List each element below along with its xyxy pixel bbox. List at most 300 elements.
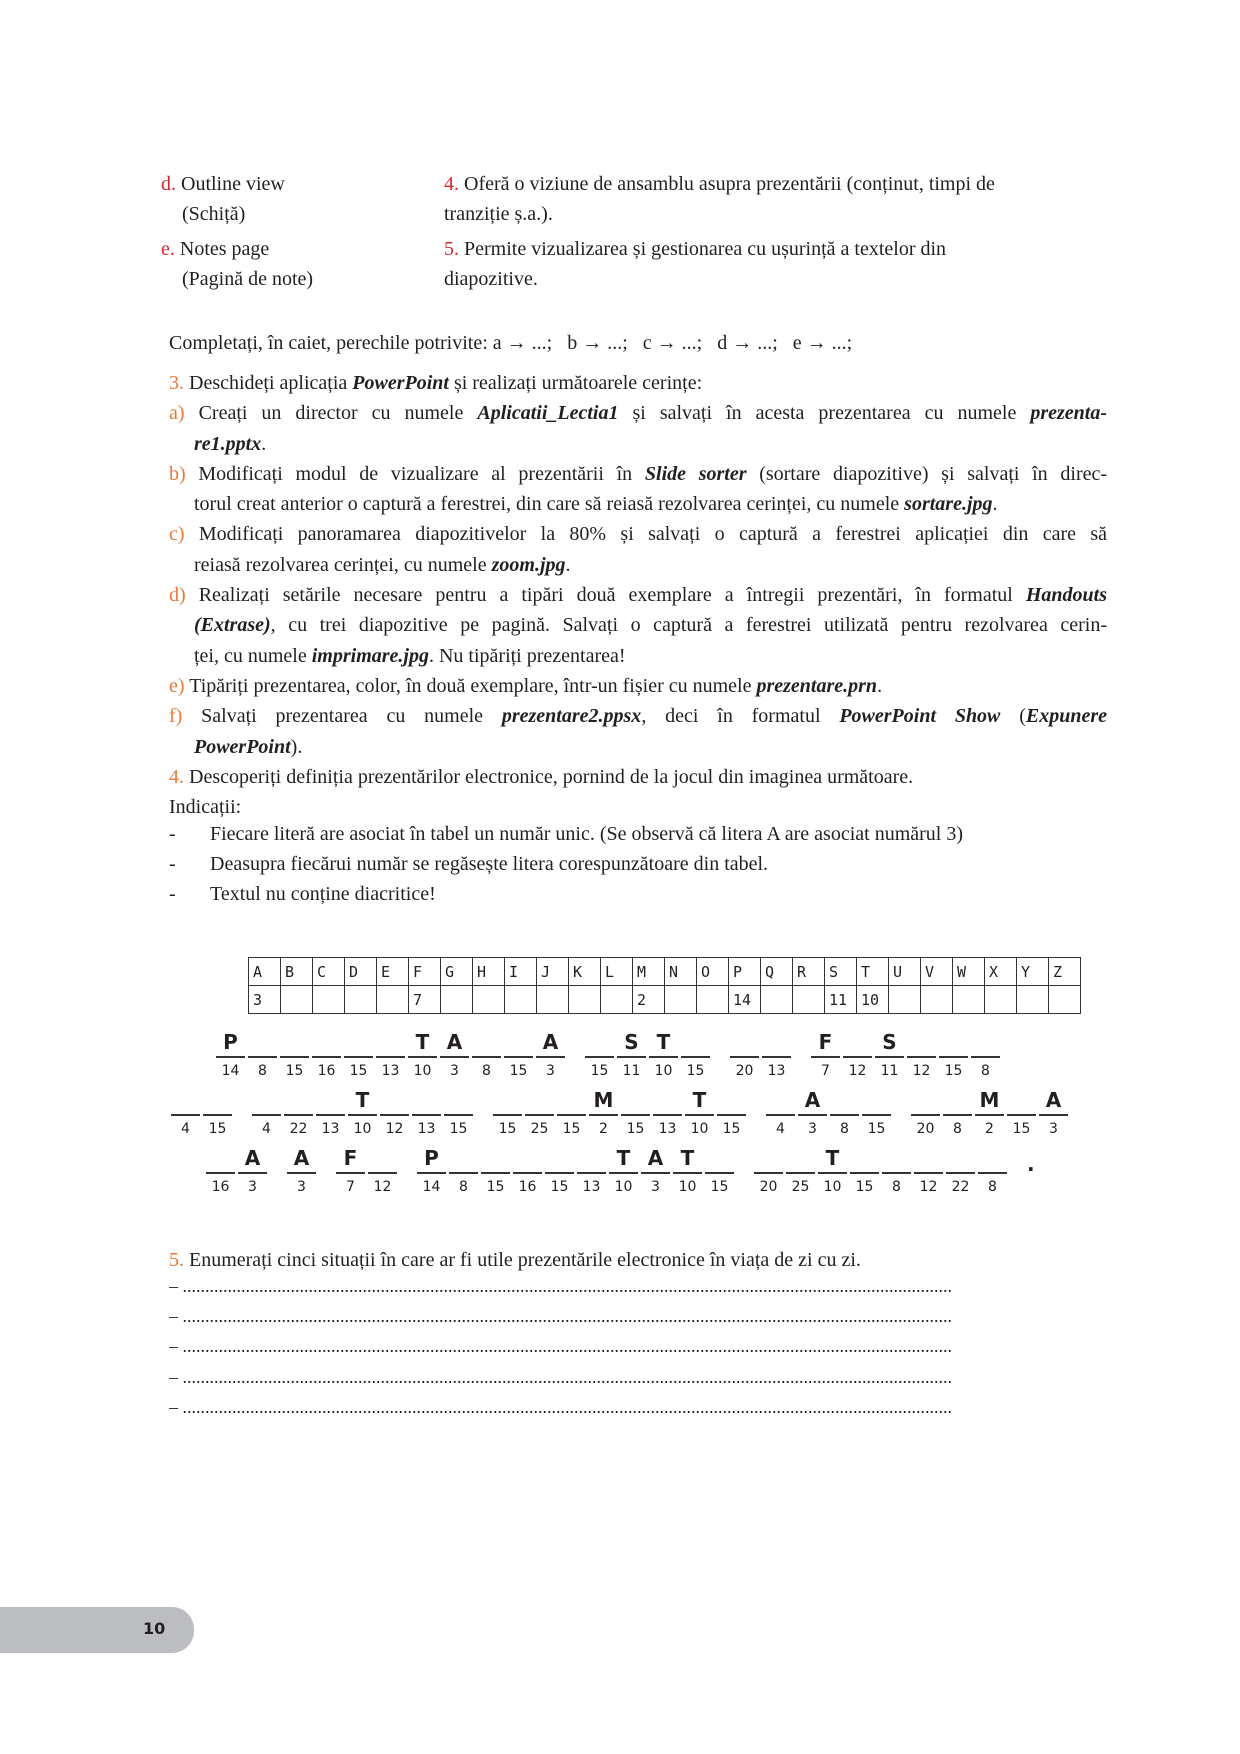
answer-blank-line <box>504 1056 533 1058</box>
table-number-cell <box>1017 986 1049 1014</box>
answer-blank-line <box>943 1114 972 1116</box>
puzzle-number: 15 <box>626 1121 645 1137</box>
exercise-item <box>169 671 1107 701</box>
text-run: ței, cu numele <box>194 644 312 667</box>
puzzle-cell <box>557 1088 586 1137</box>
emphasis-text: Handouts <box>1025 584 1107 607</box>
item-label: d) <box>169 584 186 607</box>
text-run: Salvați prezentarea cu numele <box>201 705 502 728</box>
puzzle-letter: A <box>293 1146 310 1170</box>
text-line <box>169 489 1107 519</box>
answer-blank-line <box>653 1114 682 1116</box>
text-run: Modificați panoramarea diapozitivelor la 80% și salvați o captură a ferestrei aplicației din care să <box>198 523 1108 546</box>
puzzle-cell <box>875 1030 904 1079</box>
table-letter-cell: T <box>857 958 889 986</box>
answer-blank-line <box>444 1114 473 1116</box>
bullet-dash: - <box>169 883 176 905</box>
puzzle-number: 3 <box>546 1063 555 1079</box>
text-run: și salvați în acesta prezentarea cu numele <box>618 402 1031 425</box>
table-letter-cell: I <box>505 958 537 986</box>
puzzle-cell <box>939 1030 968 1079</box>
puzzle-number: 16 <box>317 1063 336 1079</box>
answer-blank-line <box>975 1114 1004 1116</box>
puzzle-number: 22 <box>951 1179 970 1195</box>
puzzle-number: 12 <box>912 1063 931 1079</box>
puzzle-cell <box>621 1088 650 1137</box>
puzzle-cell <box>907 1030 936 1079</box>
answer-line[interactable]: – ........................................................................................................................................................................... <box>169 1306 952 1326</box>
puzzle-word <box>493 1088 746 1137</box>
puzzle-number: 25 <box>791 1179 810 1195</box>
answer-blank-line <box>376 1056 405 1058</box>
puzzle-number: 3 <box>450 1063 459 1079</box>
table-number-cell <box>473 986 505 1014</box>
puzzle-number: 13 <box>658 1121 677 1137</box>
puzzle-row <box>216 1030 1000 1079</box>
puzzle-cell <box>911 1088 940 1137</box>
answer-blank-line <box>882 1172 911 1174</box>
table-letter-cell: Q <box>761 958 793 986</box>
puzzle-cell <box>376 1030 405 1079</box>
text-run: . <box>261 432 267 455</box>
puzzle-number: 16 <box>518 1179 537 1195</box>
puzzle-cell <box>786 1146 815 1195</box>
answer-blank-line <box>786 1172 815 1174</box>
puzzle-number: 13 <box>417 1121 436 1137</box>
puzzle-number: 10 <box>614 1179 633 1195</box>
puzzle-letter: A <box>647 1146 664 1170</box>
puzzle-number: 3 <box>248 1179 257 1195</box>
puzzle-number: 15 <box>349 1063 368 1079</box>
answer-blank-line <box>449 1172 478 1174</box>
puzzle-cell <box>975 1088 1004 1137</box>
answer-blank-line <box>875 1056 904 1058</box>
answer-blank-line <box>585 1056 614 1058</box>
answer-blank-line <box>754 1172 783 1174</box>
answer-blank-line <box>589 1114 618 1116</box>
puzzle-cell <box>862 1088 891 1137</box>
puzzle-cell <box>312 1030 341 1079</box>
table-letter-cell: L <box>601 958 633 986</box>
table-number-cell <box>921 986 953 1014</box>
table-number-cell <box>345 986 377 1014</box>
table-letter-cell: N <box>665 958 697 986</box>
puzzle-cell <box>368 1146 397 1195</box>
puzzle-cell <box>811 1030 840 1079</box>
table-number-cell: 10 <box>857 986 889 1014</box>
puzzle-letter: P <box>223 1030 238 1054</box>
table-letter-cell: P <box>729 958 761 986</box>
table-letter-cell: J <box>537 958 569 986</box>
answer-blank-line <box>252 1114 281 1116</box>
letter-number-table <box>248 957 1081 1014</box>
table-letter-cell: O <box>697 958 729 986</box>
puzzle-number: 4 <box>181 1121 190 1137</box>
puzzle-number: 12 <box>919 1179 938 1195</box>
text-line <box>169 368 1107 398</box>
puzzle-number: 7 <box>346 1179 355 1195</box>
puzzle-number: 20 <box>916 1121 935 1137</box>
text-run: ( <box>1000 705 1026 728</box>
puzzle-word <box>287 1146 316 1195</box>
item-label: f) <box>169 705 183 728</box>
table-letter-cell: E <box>377 958 409 986</box>
puzzle-cell <box>417 1146 446 1195</box>
puzzle-cell <box>444 1088 473 1137</box>
emphasis-text: imprimare.jpg <box>311 644 429 667</box>
table-letter-cell: F <box>409 958 441 986</box>
puzzle-cell <box>216 1030 245 1079</box>
emphasis-text: zoom.jpg <box>491 553 566 576</box>
puzzle-number: 15 <box>867 1121 886 1137</box>
puzzle-number: 15 <box>855 1179 874 1195</box>
text-line <box>169 580 1107 610</box>
answer-blank-line <box>850 1172 879 1174</box>
puzzle-letter: T <box>415 1030 430 1054</box>
match-number: 5. <box>444 238 459 260</box>
puzzle-number: 12 <box>373 1179 392 1195</box>
emphasis-text: PowerPoint <box>194 735 291 758</box>
puzzle-number: 20 <box>735 1063 754 1079</box>
answer-blank-line <box>617 1056 646 1058</box>
puzzle-number: 8 <box>258 1063 267 1079</box>
puzzle-cell <box>649 1030 678 1079</box>
text-run: Deschideți aplicația <box>189 372 353 394</box>
text-run: (sortare diapozitive) și salvați în direc- <box>746 462 1108 485</box>
puzzle-number: 10 <box>678 1179 697 1195</box>
puzzle-cell <box>412 1088 441 1137</box>
answer-blank-line <box>978 1172 1007 1174</box>
puzzle-word <box>585 1030 710 1079</box>
answer-blank-line <box>312 1056 341 1058</box>
puzzle-cell <box>609 1146 638 1195</box>
answer-blank-line <box>545 1172 574 1174</box>
text-line <box>169 641 1107 671</box>
answer-line[interactable]: – ........................................................................................................................................................................... <box>169 1397 952 1417</box>
text-line <box>169 701 1107 731</box>
answer-blank-line <box>206 1172 235 1174</box>
puzzle-cell <box>536 1030 565 1079</box>
page-number-tab <box>0 1607 194 1653</box>
table-row-letters <box>249 958 1081 986</box>
exercise-item <box>169 398 1107 459</box>
bullet-dash: - <box>169 823 176 845</box>
text-line <box>169 550 1107 580</box>
puzzle-cell <box>440 1030 469 1079</box>
puzzle-number: 11 <box>622 1063 641 1079</box>
puzzle-cell <box>766 1088 795 1137</box>
answer-blank-line <box>762 1056 791 1058</box>
emphasis-text: prezentare2.ppsx <box>501 705 642 728</box>
puzzle-cell <box>280 1030 309 1079</box>
text-line <box>169 762 1107 792</box>
puzzle-cell <box>206 1146 235 1195</box>
puzzle-cell <box>882 1146 911 1195</box>
answer-blank-line <box>336 1172 365 1174</box>
answer-blank-line <box>216 1056 245 1058</box>
exercise-item <box>169 519 1107 580</box>
answer-blank-line <box>971 1056 1000 1058</box>
text-line <box>169 429 1107 459</box>
puzzle-word <box>766 1088 891 1137</box>
puzzle-cell <box>408 1030 437 1079</box>
table-letter-cell: A <box>249 958 281 986</box>
answer-blank-line <box>766 1114 795 1116</box>
puzzle-letter: A <box>446 1030 463 1054</box>
puzzle-letter: T <box>616 1146 631 1170</box>
puzzle-letter: T <box>692 1088 707 1112</box>
emphasis-text: re1.pptx <box>194 432 262 455</box>
answer-blank-line <box>907 1056 936 1058</box>
puzzle-word <box>754 1146 1007 1195</box>
puzzle-number: 14 <box>422 1179 441 1195</box>
table-number-cell <box>441 986 473 1014</box>
answer-line[interactable]: – ........................................................................................................................................................................... <box>169 1336 952 1356</box>
answer-blank-line <box>284 1114 313 1116</box>
puzzle-row <box>206 1146 1035 1195</box>
text-run: . <box>565 553 571 576</box>
answer-blank-line <box>536 1056 565 1058</box>
match-letter: e. <box>161 238 175 260</box>
puzzle-letter: M <box>979 1088 1000 1112</box>
table-number-cell: 14 <box>729 986 761 1014</box>
puzzle-number: 15 <box>208 1121 227 1137</box>
puzzle-cell <box>481 1146 510 1195</box>
puzzle-number: 15 <box>562 1121 581 1137</box>
answer-blank-line <box>408 1056 437 1058</box>
puzzle-cell <box>1039 1088 1068 1137</box>
puzzle-number: 13 <box>582 1179 601 1195</box>
puzzle-number: 3 <box>651 1179 660 1195</box>
puzzle-number: 10 <box>823 1179 842 1195</box>
puzzle-number: 15 <box>509 1063 528 1079</box>
puzzle-number: 15 <box>944 1063 963 1079</box>
hint-item: Textul nu conține diacritice! <box>210 883 436 905</box>
puzzle-cell <box>685 1088 714 1137</box>
puzzle-letter: T <box>656 1030 671 1054</box>
puzzle-number: 12 <box>385 1121 404 1137</box>
puzzle-cell <box>336 1146 365 1195</box>
puzzle-letter: S <box>882 1030 897 1054</box>
puzzle-letter: T <box>825 1146 840 1170</box>
emphasis-text: PowerPoint <box>352 372 449 394</box>
emphasis-text: prezentare.prn <box>756 674 878 697</box>
item-label: c) <box>169 523 185 546</box>
answer-blank-line <box>412 1114 441 1116</box>
text-run: ). <box>290 735 303 758</box>
text-run: reiasă rezolvarea cerinței, cu numele <box>194 553 492 576</box>
table-number-cell <box>889 986 921 1014</box>
answer-blank-line <box>717 1114 746 1116</box>
text-run: și realizați următoarele cerințe: <box>448 372 703 394</box>
puzzle-cell <box>943 1088 972 1137</box>
answer-line[interactable]: – ........................................................................................................................................................................... <box>169 1367 952 1387</box>
emphasis-text: Expunere <box>1025 705 1108 728</box>
answer-blank-line <box>681 1056 710 1058</box>
puzzle-word <box>417 1146 734 1195</box>
puzzle-number: 3 <box>1049 1121 1058 1137</box>
table-letter-cell: V <box>921 958 953 986</box>
table-row-numbers <box>249 986 1081 1014</box>
puzzle-number: 8 <box>892 1179 901 1195</box>
puzzle-cell <box>449 1146 478 1195</box>
text-line <box>169 732 1107 762</box>
puzzle-number: 14 <box>221 1063 240 1079</box>
puzzle-number: 15 <box>722 1121 741 1137</box>
answer-blank-line <box>493 1114 522 1116</box>
puzzle-end-period: . <box>1027 1152 1035 1176</box>
puzzle-cell <box>171 1088 200 1137</box>
answer-blank-line <box>238 1172 267 1174</box>
answer-blank-line <box>730 1056 759 1058</box>
text-run: Creați un director cu numele <box>198 402 478 425</box>
table-number-cell <box>793 986 825 1014</box>
exercise-number: 5. <box>169 1249 184 1271</box>
matching-instruction: Completați, în caiet, perechile potrivite: a → ...; b → ...; c → ...; d → ...; e → ...; <box>169 332 853 354</box>
puzzle-cell <box>545 1146 574 1195</box>
puzzle-cell <box>653 1088 682 1137</box>
table-number-cell: 3 <box>249 986 281 1014</box>
exercise-item <box>169 701 1107 762</box>
item-label: 3. <box>169 372 184 394</box>
table-letter-cell: Z <box>1049 958 1081 986</box>
exercise-3 <box>169 368 1107 792</box>
puzzle-letter: A <box>542 1030 559 1054</box>
puzzle-cell <box>705 1146 734 1195</box>
puzzle-cell <box>284 1088 313 1137</box>
puzzle-cell <box>681 1030 710 1079</box>
puzzle-word <box>336 1146 397 1195</box>
puzzle-cell <box>617 1030 646 1079</box>
puzzle-cell <box>472 1030 501 1079</box>
puzzle-number: 7 <box>821 1063 830 1079</box>
text-line <box>169 610 1107 640</box>
answer-blank-line <box>344 1056 373 1058</box>
puzzle-number: 11 <box>880 1063 899 1079</box>
puzzle-word <box>252 1088 473 1137</box>
answer-blank-line <box>280 1056 309 1058</box>
puzzle-number: 13 <box>321 1121 340 1137</box>
answer-blank-line <box>171 1114 200 1116</box>
puzzle-cell <box>252 1088 281 1137</box>
text-run: Descoperiți definiția prezentărilor electronice, pornind de la jocul din imaginea următoare. <box>189 765 914 788</box>
table-letter-cell: M <box>633 958 665 986</box>
answer-blank-line <box>685 1114 714 1116</box>
puzzle-number: 8 <box>981 1063 990 1079</box>
exercise-item <box>169 368 1107 398</box>
hint-item: Deasupra fiecărui număr se regăsește litera corespunzătoare din tabel. <box>210 853 769 875</box>
puzzle-cell <box>577 1146 606 1195</box>
text-run: Modificați modul de vizualizare al prezentării în <box>198 462 645 485</box>
puzzle-number: 3 <box>808 1121 817 1137</box>
answer-blank-line <box>1039 1114 1068 1116</box>
answer-blank-line <box>673 1172 702 1174</box>
puzzle-letter: T <box>680 1146 695 1170</box>
table-number-cell <box>985 986 1017 1014</box>
answer-blank-line <box>203 1114 232 1116</box>
answer-blank-line <box>946 1172 975 1174</box>
puzzle-letter: F <box>343 1146 358 1170</box>
puzzle-cell <box>585 1030 614 1079</box>
item-label: b) <box>169 462 186 485</box>
puzzle-word <box>811 1030 1000 1079</box>
puzzle-cell <box>238 1146 267 1195</box>
emphasis-text: PowerPoint Show <box>839 705 1001 728</box>
puzzle-cell <box>717 1088 746 1137</box>
table-number-cell <box>697 986 729 1014</box>
table-letter-cell: K <box>569 958 601 986</box>
answer-line[interactable]: – ........................................................................................................................................................................... <box>169 1276 952 1296</box>
answer-blank-line <box>621 1114 650 1116</box>
exercise-item <box>169 580 1107 671</box>
puzzle-word <box>216 1030 565 1079</box>
puzzle-cell <box>830 1088 859 1137</box>
puzzle-cell <box>344 1030 373 1079</box>
puzzle-number: 10 <box>353 1121 372 1137</box>
match-term-translation: (Schiță) <box>182 203 246 225</box>
puzzle-number: 8 <box>482 1063 491 1079</box>
puzzle-word <box>206 1146 267 1195</box>
table-letter-cell: Y <box>1017 958 1049 986</box>
answer-blank-line <box>525 1114 554 1116</box>
puzzle-word <box>730 1030 791 1079</box>
answer-blank-line <box>287 1172 316 1174</box>
answer-blank-line <box>705 1172 734 1174</box>
puzzle-number: 3 <box>297 1179 306 1195</box>
text-run: Realizați setările necesare pentru a tipări două exemplare a întregii prezentări, în formatul <box>198 584 1026 607</box>
table-number-cell <box>505 986 537 1014</box>
answer-blank-line <box>862 1114 891 1116</box>
answer-blank-line <box>649 1056 678 1058</box>
puzzle-cell <box>673 1146 702 1195</box>
exercise-item <box>169 459 1107 520</box>
emphasis-text: Slide sorter <box>644 462 747 485</box>
table-letter-cell: R <box>793 958 825 986</box>
puzzle-number: 15 <box>710 1179 729 1195</box>
puzzle-cell <box>946 1146 975 1195</box>
puzzle-number: 15 <box>498 1121 517 1137</box>
puzzle-number: 20 <box>759 1179 778 1195</box>
puzzle-cell <box>798 1088 827 1137</box>
match-desc-cont: tranziție ș.a.). <box>444 203 553 225</box>
puzzle-number: 22 <box>289 1121 308 1137</box>
text-run: . Nu tipăriți prezentarea! <box>428 644 626 667</box>
table-number-cell <box>281 986 313 1014</box>
match-number: 4. <box>444 173 459 195</box>
hint-item: Fiecare literă are asociat în tabel un număr unic. (Se observă că litera A are asociat numărul 3) <box>210 823 964 845</box>
puzzle-cell <box>818 1146 847 1195</box>
emphasis-text: sortare.jpg <box>904 493 993 516</box>
text-line <box>169 519 1107 549</box>
answer-blank-line <box>417 1172 446 1174</box>
table-letter-cell: U <box>889 958 921 986</box>
puzzle-cell <box>978 1146 1007 1195</box>
puzzle-cell <box>850 1146 879 1195</box>
puzzle-cell <box>843 1030 872 1079</box>
puzzle-number: 12 <box>848 1063 867 1079</box>
item-label: 4. <box>169 765 184 788</box>
table-number-cell <box>665 986 697 1014</box>
puzzle-cell <box>248 1030 277 1079</box>
answer-blank-line <box>440 1056 469 1058</box>
puzzle-number: 8 <box>988 1179 997 1195</box>
puzzle-cell <box>730 1030 759 1079</box>
match-row-d-term <box>161 169 285 199</box>
puzzle-cell <box>203 1088 232 1137</box>
answer-blank-line <box>911 1114 940 1116</box>
answer-blank-line <box>914 1172 943 1174</box>
puzzle-number: 4 <box>776 1121 785 1137</box>
